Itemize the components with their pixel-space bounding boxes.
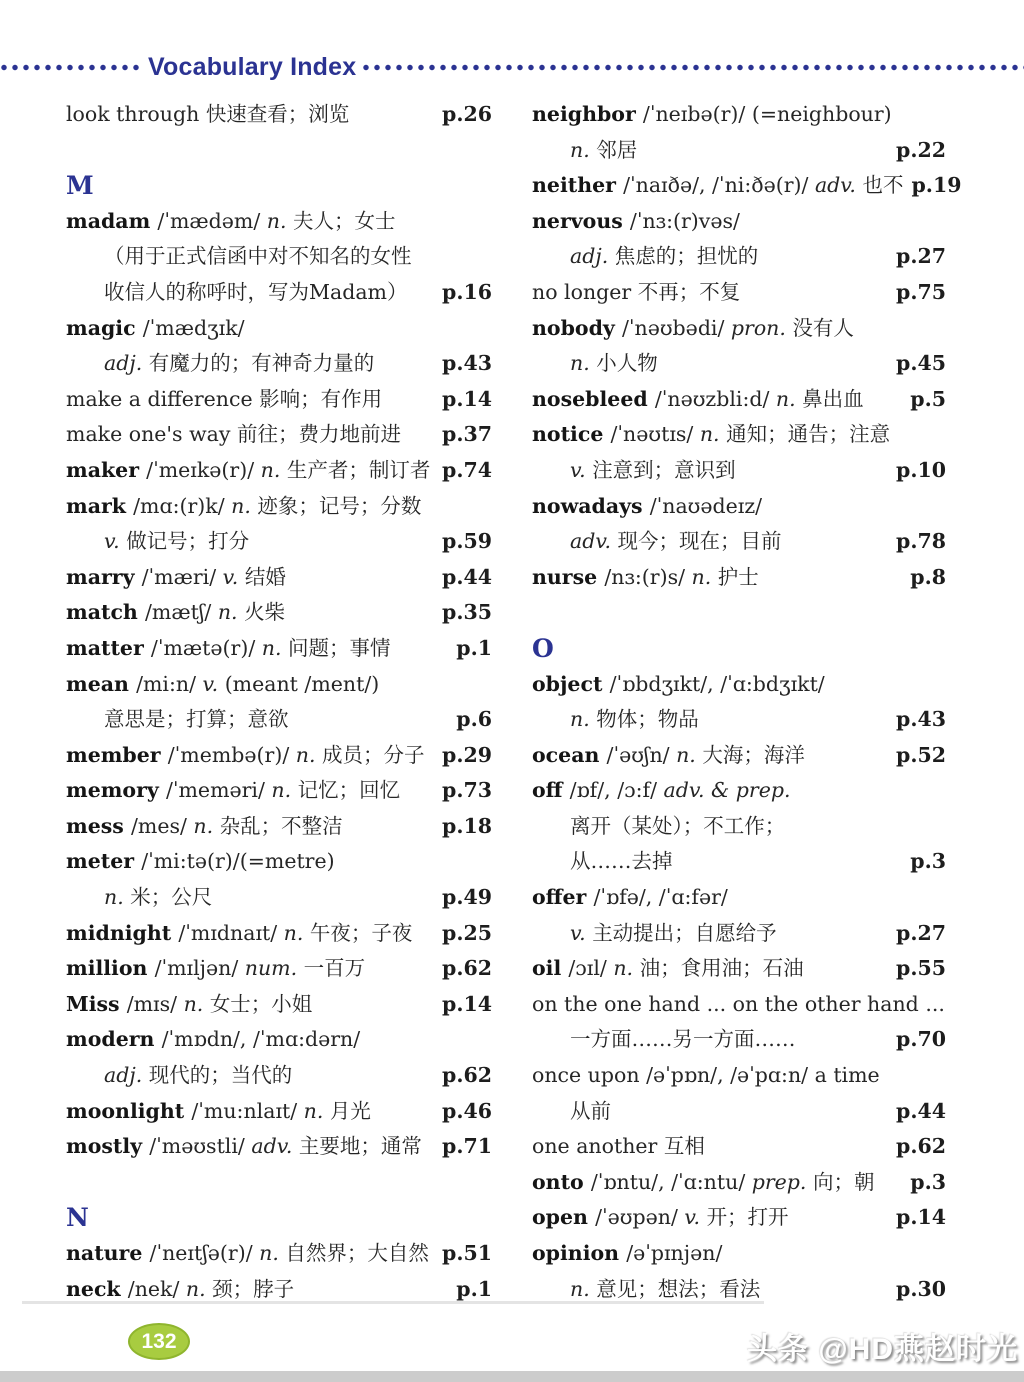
index-entry-row: [66, 97, 492, 133]
index-entry-row: [532, 738, 946, 774]
page-ref: p.35: [442, 600, 492, 625]
index-entry-row: [532, 346, 946, 382]
index-entry-row: [66, 417, 492, 453]
index-entry-row: [532, 1165, 946, 1201]
entry-text: v. 主动提出；自愿给予: [570, 920, 777, 945]
page-ref: p.1: [456, 635, 492, 660]
page-ref: p.27: [896, 920, 946, 945]
index-entry-row: [532, 204, 946, 240]
index-entry-row: [532, 987, 946, 1023]
page-ref: p.5: [910, 386, 946, 411]
entry-text: open /ˈəʊpən/ v. 开；打开: [532, 1205, 789, 1230]
index-entry-row: [532, 133, 946, 169]
index-entry-row: [66, 702, 492, 738]
index-entry-row: [532, 773, 946, 809]
page-ref: p.44: [442, 564, 492, 589]
entry-text: 从前: [570, 1098, 611, 1123]
entry-text: adj. 有魔力的；有神奇力量的: [104, 351, 375, 376]
page-ref: p.62: [442, 956, 492, 981]
entry-text: nurse /nɜ:(r)s/ n. 护士: [532, 564, 759, 589]
entry-text: on the one hand ... on the other hand ...: [532, 991, 945, 1016]
page-ref: p.62: [896, 1134, 946, 1159]
index-entry-row: [66, 667, 492, 703]
entry-text: off /ɒf/, /ɔ:f/ adv. & prep.: [532, 778, 791, 803]
entry-text: matter /ˈmætə(r)/ n. 问题；事情: [66, 635, 391, 660]
page-ref: p.26: [442, 102, 492, 126]
index-entry-row: [66, 880, 492, 916]
index-entry-row: [532, 880, 946, 916]
index-entry-row: [66, 916, 492, 952]
page-ref: p.14: [896, 1205, 946, 1230]
index-entry-row: [532, 951, 946, 987]
page-title: Vocabulary Index: [148, 52, 357, 81]
entry-text: make a difference 影响；有作用: [66, 386, 383, 411]
page-ref: p.10: [896, 457, 946, 482]
index-entry-row: [532, 702, 946, 738]
index-entry-row: [532, 916, 946, 952]
index-entry-row: [66, 1129, 492, 1165]
index-entry-row: [66, 560, 492, 596]
entry-text: 意思是；打算；意欲: [104, 707, 289, 732]
page-ref: p.37: [442, 422, 492, 447]
index-entry-row: [66, 809, 492, 845]
vocab-index-header: [0, 50, 1024, 84]
page-ref: p.14: [442, 386, 492, 411]
page-ref: p.18: [442, 813, 492, 838]
entry-text: adj. 现代的；当代的: [104, 1063, 293, 1088]
index-entry-row: [532, 239, 946, 275]
entry-text: million /ˈmɪljən/ num. 一百万: [66, 956, 366, 981]
page-ref: p.62: [442, 1063, 492, 1088]
entry-text: notice /ˈnəʊtɪs/ n. 通知；通告；注意: [532, 422, 891, 447]
photo-bottom-bar: [0, 1371, 1024, 1382]
page-ref: p.3: [910, 1169, 946, 1194]
page-ref: p.78: [896, 529, 946, 554]
dotted-line-right-icon: [362, 63, 1024, 72]
index-entry-row: [66, 382, 492, 418]
index-entry-row: [66, 346, 492, 382]
index-entry-row: [532, 524, 946, 560]
row-spacer: [66, 1165, 492, 1201]
entry-text: object /ˈɒbdʒɪkt/, /ˈɑ:bdʒɪkt/: [532, 671, 825, 696]
index-entry-row: [532, 560, 946, 596]
page-ref: p.55: [896, 956, 946, 981]
vocab-column-right: [532, 97, 962, 1307]
page-ref: p.45: [896, 351, 946, 376]
index-entry-row: [66, 1022, 492, 1058]
entry-text: adv. 现今；现在；目前: [570, 529, 782, 554]
vocab-columns: [66, 97, 962, 1307]
page-ref: p.25: [442, 920, 492, 945]
entry-text: madam /ˈmædəm/ n. 夫人；女士: [66, 208, 396, 233]
index-entry-row: [66, 524, 492, 560]
index-entry-row: [66, 773, 492, 809]
entry-text: 一方面……另一方面……: [570, 1027, 796, 1052]
index-entry-row: [66, 738, 492, 774]
entry-text: adj. 焦虑的；担忧的: [570, 244, 759, 269]
entry-text: maker /ˈmeɪkə(r)/ n. 生产者；制订者: [66, 457, 431, 482]
entry-text: nervous /ˈnɜ:(r)vəs/: [532, 208, 740, 233]
vocab-column-left: [66, 97, 492, 1307]
entry-text: make one's way 前往；费力地前进: [66, 422, 401, 447]
page-ref: p.75: [896, 279, 946, 304]
page-ref: p.43: [896, 707, 946, 732]
page-ref: p.52: [896, 742, 946, 767]
entry-text: mark /mɑ:(r)k/ n. 迹象；记号；分数: [66, 493, 422, 518]
entry-text: nowadays /ˈnaʊədeɪz/: [532, 493, 763, 518]
page-ref: p.27: [896, 244, 946, 269]
index-entry-row: [532, 1129, 946, 1165]
index-entry-row: [532, 417, 946, 453]
row-spacer: [66, 133, 492, 169]
index-entry-row: [66, 631, 492, 667]
entry-text: （用于正式信函中对不知名的女性: [104, 244, 412, 269]
page-ref: p.30: [896, 1276, 946, 1301]
entry-text: v. 做记号；打分: [104, 529, 250, 554]
page-ref: p.74: [442, 457, 492, 482]
page-ref: p.6: [456, 707, 492, 732]
entry-text: match /mætʃ/ n. 火柴: [66, 600, 286, 625]
page-ref: p.1: [456, 1276, 492, 1301]
entry-text: v. 注意到；意识到: [570, 457, 736, 482]
entry-text: member /ˈmembə(r)/ n. 成员；分子: [66, 742, 425, 767]
index-entry-row: [532, 1022, 946, 1058]
entry-text: ocean /ˈəʊʃn/ n. 大海；海洋: [532, 742, 805, 767]
entry-text: nobody /ˈnəʊbədi/ pron. 没有人: [532, 315, 854, 340]
entry-text: neighbor /ˈneɪbə(r)/ (=neighbour): [532, 102, 892, 126]
entry-text: 收信人的称呼时，写为Madam）: [104, 279, 408, 304]
entry-text: opinion /əˈpɪnjən/: [532, 1241, 723, 1265]
entry-text: meter /ˈmi:tə(r)/(=metre): [66, 849, 335, 874]
entry-text: midnight /ˈmɪdnaɪt/ n. 午夜；子夜: [66, 920, 413, 945]
entry-text: n. 物体；物品: [570, 707, 699, 732]
index-entry-row: [532, 453, 946, 489]
index-entry-row: [66, 987, 492, 1023]
entry-text: mess /mes/ n. 杂乱；不整洁: [66, 813, 343, 838]
index-entry-row: [66, 595, 492, 631]
index-entry-row: [532, 844, 946, 880]
entry-text: n. 意见；想法；看法: [570, 1276, 761, 1301]
watermark-text: 头条 @HD燕赵时光: [747, 1333, 1018, 1366]
page-ref: p.46: [442, 1098, 492, 1123]
index-entry-row: [532, 382, 946, 418]
index-entry-row: [66, 1094, 492, 1130]
index-entry-row: [66, 275, 492, 311]
page-ref: p.44: [896, 1098, 946, 1123]
entry-text: 从……去掉: [570, 849, 673, 874]
index-entry-row: [66, 311, 492, 347]
page-ref: p.19: [911, 173, 962, 198]
entry-text: mostly /ˈməʊstli/ adv. 主要地；通常: [66, 1134, 422, 1159]
page-number-badge: 132: [128, 1323, 190, 1360]
page-ref: p.73: [442, 778, 492, 803]
index-entry-row: [532, 97, 946, 133]
entry-text: once upon /əˈpɒn/, /əˈpɑ:n/ a time: [532, 1063, 880, 1088]
entry-text: n. 邻居: [570, 137, 638, 162]
page-ref: p.43: [442, 351, 492, 376]
index-entry-row: [532, 275, 946, 311]
entry-text: n. 米；公尺: [104, 885, 213, 910]
index-entry-row: [66, 951, 492, 987]
entry-text: Miss /mɪs/ n. 女士；小姐: [66, 991, 313, 1016]
index-entry-row: [66, 204, 492, 240]
index-entry-row: [532, 1058, 946, 1094]
index-entry-row: [66, 239, 492, 275]
page-ref: p.71: [442, 1134, 492, 1159]
index-entry-row: [66, 1236, 492, 1272]
index-entry-row: [532, 1200, 946, 1236]
entry-text: neck /nek/ n. 颈；脖子: [66, 1276, 295, 1301]
dotted-line-left-icon: [0, 63, 142, 72]
entry-text: memory /ˈmeməri/ n. 记忆；回忆: [66, 778, 401, 803]
entry-text: nosebleed /ˈnəʊzbli:d/ n. 鼻出血: [532, 386, 864, 411]
entry-text: offer /ˈɒfə/, /ˈɑ:fər/: [532, 885, 728, 910]
entry-text: n. 小人物: [570, 351, 658, 376]
index-entry-row: [532, 168, 962, 204]
section-letter: O: [532, 633, 554, 663]
page-ref: p.3: [910, 849, 946, 874]
page-ref: p.70: [896, 1027, 946, 1052]
page-ref: p.29: [442, 742, 492, 767]
entry-text: oil /ɔɪl/ n. 油；食用油；石油: [532, 956, 804, 981]
index-entry-row: [532, 1094, 946, 1130]
index-entry-row: [66, 453, 492, 489]
page-ref: p.8: [910, 564, 946, 589]
entry-text: magic /ˈmædʒɪk/: [66, 315, 245, 340]
index-entry-row: [532, 667, 946, 703]
entry-text: one another 互相: [532, 1134, 705, 1159]
entry-text: neither /ˈnaɪðə/, /ˈni:ðə(r)/ adv. 也不: [532, 173, 904, 198]
entry-text: look through 快速查看；浏览: [66, 102, 350, 126]
entry-text: no longer 不再；不复: [532, 279, 741, 304]
index-entry-row: [66, 844, 492, 880]
page-edge-line: [22, 1301, 764, 1304]
index-entry-row: [532, 1236, 946, 1272]
entry-text: modern /ˈmɒdn/, /ˈmɑ:dərn/: [66, 1027, 361, 1052]
row-spacer: [532, 595, 946, 631]
index-entry-row: [66, 489, 492, 525]
page-ref: p.14: [442, 991, 492, 1016]
page-ref: p.49: [442, 885, 492, 910]
page-ref: p.22: [896, 137, 946, 162]
entry-text: nature /ˈneɪtʃə(r)/ n. 自然界；大自然: [66, 1241, 429, 1265]
entry-text: moonlight /ˈmu:nlaɪt/ n. 月光: [66, 1098, 371, 1123]
section-letter: N: [66, 1203, 89, 1233]
entry-text: onto /ˈɒntu/, /ˈɑ:ntu/ prep. 向；朝: [532, 1169, 875, 1194]
index-entry-row: [532, 489, 946, 525]
entry-text: marry /ˈmæri/ v. 结婚: [66, 564, 286, 589]
entry-text: mean /mi:n/ v. (meant /ment/): [66, 671, 380, 696]
page-ref: p.51: [442, 1241, 492, 1265]
index-entry-row: [66, 1058, 492, 1094]
page-ref: p.59: [442, 529, 492, 554]
entry-text: 离开（某处）；不工作；: [570, 813, 786, 838]
section-letter: M: [66, 171, 94, 201]
index-entry-row: [532, 809, 946, 845]
index-entry-row: [532, 311, 946, 347]
page-ref: p.16: [442, 279, 492, 304]
